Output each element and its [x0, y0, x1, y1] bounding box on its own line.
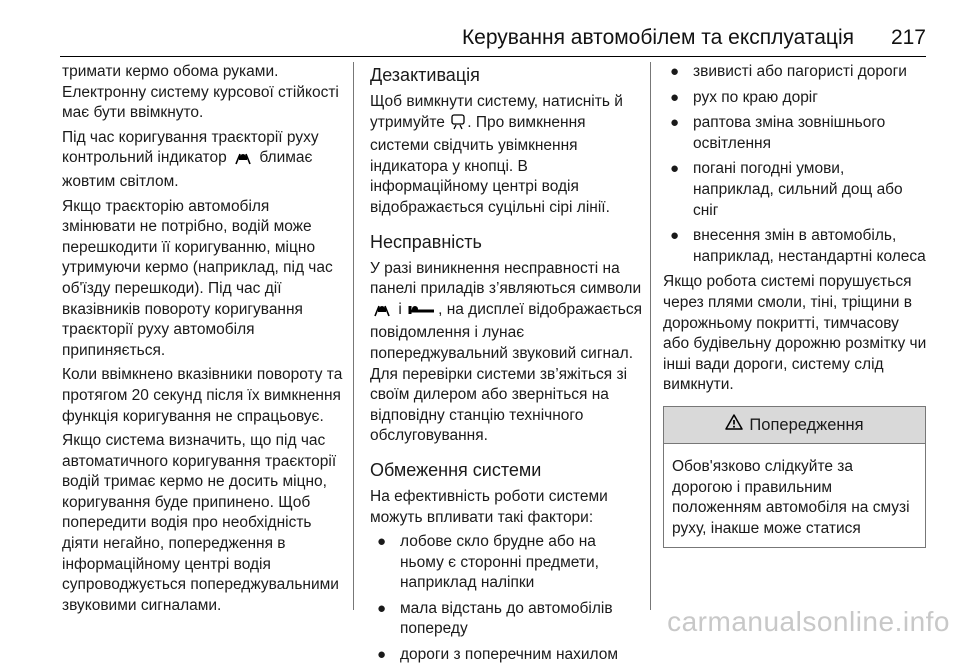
paragraph-text: У разі виникнення несправності на панелі приладів з’являються символи: [370, 259, 642, 298]
paragraph: Якщо траєкторію автомобіля змінювати не потрібно, водій може перешкодити її коригуванню, міцно утримуючи кермо (наприклад, під час об'їзду перешкоди). Під час дії вказівників повороту коригування траєкторії руху автомобіля припиняється.: [62, 197, 333, 359]
bullet-icon: ●: [670, 88, 680, 106]
column-divider: [353, 62, 354, 610]
bullet-list: [663, 62, 928, 267]
page-header: [60, 14, 926, 57]
paragraph-text: Під час коригування траєкторії руху контрольний індикатор: [62, 128, 319, 167]
list-item-text: рух по краю доріг: [693, 88, 818, 106]
paragraph-text: блимає жовтим світлом.: [62, 149, 313, 190]
warning-title: Попередження: [749, 415, 864, 434]
list-item: [663, 62, 928, 83]
list-item: [370, 645, 642, 666]
warning-triangle-icon: [725, 414, 743, 436]
list-item-text: внесення змін в автомобіль, наприклад, нестандартні колеса: [693, 227, 926, 265]
paragraph-text: і: [398, 300, 402, 318]
bullet-icon: ●: [670, 114, 680, 132]
list-item-text: дороги з поперечним нахилом: [400, 646, 619, 664]
paragraph: Якщо робота системі порушується через плями смоли, тіні, тріщини в дорожньому покритті, тимчасову або будівельну дорожню розмітку чи інші вади дороги, систему слід вимкнути.: [663, 273, 927, 394]
bullet-icon: ●: [670, 63, 680, 80]
list-item: [663, 159, 928, 221]
column-3: [663, 62, 928, 548]
column-divider: [650, 62, 651, 610]
warning-body: Обов'язково слідкуйте за дорогою і правильним положенням автомобіля на смузі руху, інакше може статися: [672, 457, 910, 537]
list-item: [663, 226, 928, 267]
paragraph: Коли ввімкнено вказівники повороту та протягом 20 секунд після їх вимкнення функція коригування не спрацьовує.: [62, 366, 343, 425]
lane-keep-indicator-icon: [233, 149, 253, 172]
list-item-text: мала відстань до автомобілів попереду: [400, 599, 613, 638]
steering-fault-icon: [408, 303, 436, 324]
paragraph: Якщо система визначить, що під час автоматичного коригування траєкторії водій тримає кермо не досить міцно, коригування буде припинено. Щоб попередити водія про необхідність діяти негайно, попередження в інформаційному центрі водія супроводжується попереджувальними звуковими сигналами.: [62, 432, 339, 614]
page-title: Керування автомобілем та експлуатація: [461, 26, 854, 49]
section-heading-limitations: Обмеження системи: [370, 459, 542, 480]
list-item-text: раптова зміна зовнішнього освітлення: [693, 114, 886, 152]
warning-header: [664, 407, 925, 444]
bullet-icon: ●: [377, 646, 387, 664]
page-number: 217: [890, 26, 926, 49]
list-item-text: погані погодні умови, наприклад, сильний дощ або сніг: [693, 160, 903, 219]
lane-keep-button-icon: [451, 114, 465, 137]
section-heading-fault: Несправність: [370, 231, 482, 252]
list-item: [370, 599, 642, 640]
list-item: [663, 113, 928, 154]
paragraph-text: . Про вимкнення системи свідчить увімкнення індикатора у кнопці. В інформаційному центрі водія відображається суцільні сірі лінії.: [370, 113, 610, 216]
lane-keep-indicator-icon: [372, 301, 392, 324]
list-item: [663, 88, 928, 109]
paragraph-text: Щоб вимкнути систему, натисніть й утримуйте: [370, 93, 623, 131]
column-2: [370, 62, 642, 671]
bullet-icon: ●: [377, 533, 387, 551]
paragraph: [62, 128, 345, 193]
list-item: [370, 532, 642, 594]
list-item-text: звивисті або пагористі дороги: [693, 63, 907, 80]
paragraph: [370, 92, 642, 219]
list-item-text: лобове скло брудне або на ньому є сторонні предмети, наприклад наліпки: [400, 533, 599, 592]
bullet-list: [370, 532, 642, 666]
paragraph: [370, 259, 642, 447]
warning-box: [663, 406, 926, 548]
paragraph: На ефективність роботи системи можуть впливати такі фактори:: [370, 487, 608, 526]
bullet-icon: ●: [670, 227, 680, 245]
watermark: carmanualsonline.info: [667, 606, 950, 637]
paragraph: тримати кермо обома руками. Електронну систему курсової стійкості має бути ввімкнуто.: [62, 63, 339, 122]
column-1: [62, 62, 345, 620]
bullet-icon: ●: [377, 599, 387, 617]
bullet-icon: ●: [670, 160, 680, 178]
paragraph-text: , на дисплеї відображається повідомлення і лунає попереджувальний звуковий сигнал. Для перевірки системи зв’яжіться зі своїм дилером або зверніться на відповідну станцію технічного обслуговування.: [370, 300, 642, 445]
section-heading-deactivation: Дезактивація: [370, 65, 480, 85]
